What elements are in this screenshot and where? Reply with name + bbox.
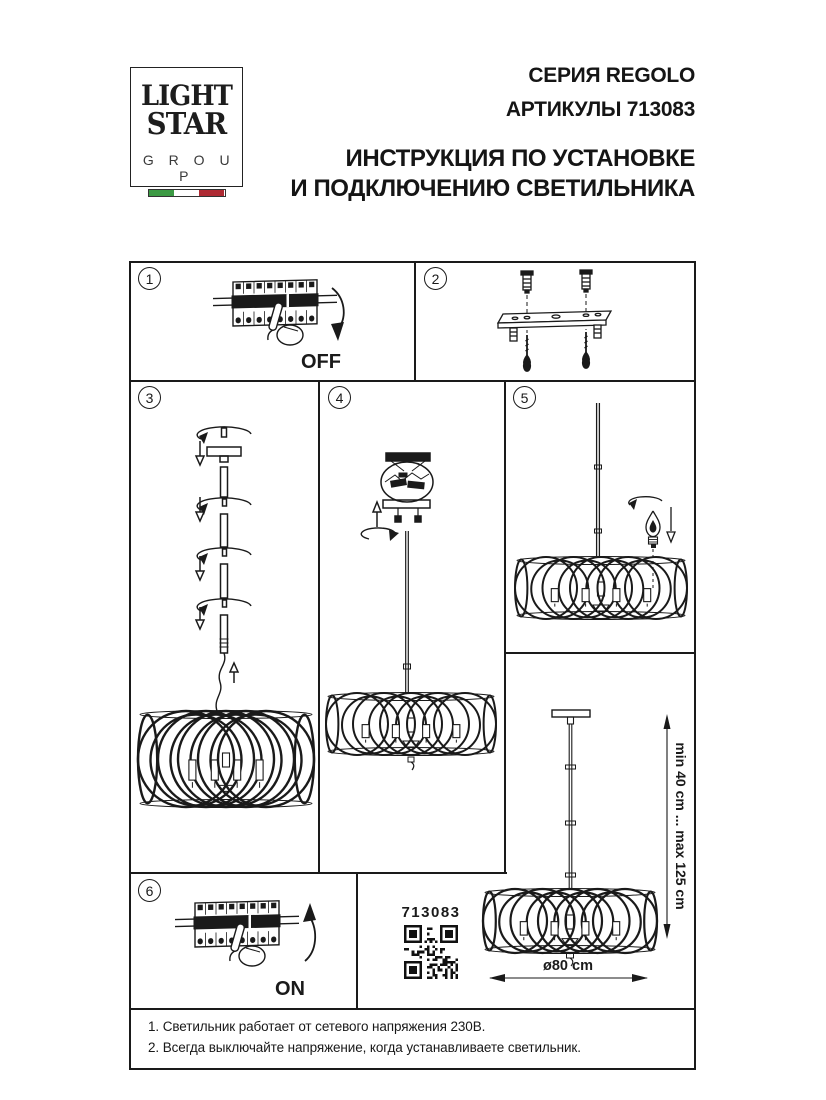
rotation-arrow-icon <box>197 427 251 444</box>
step5-bulb-diagram <box>505 381 695 653</box>
up-arrow-icon <box>230 663 238 683</box>
italian-flag-icon <box>148 189 226 197</box>
dimensions-drawing <box>460 653 695 1009</box>
title-line-2: И ПОДКЛЮЧЕНИЮ СВЕТИЛЬНИКА <box>290 175 695 202</box>
step1-power-off-diagram <box>129 262 415 381</box>
up-arrow-icon <box>373 502 381 527</box>
on-label: ON <box>275 978 305 1000</box>
series-title: СЕРИЯ REGOLO <box>528 64 695 87</box>
chandelier-drum-drawing <box>483 889 657 954</box>
step-4-number: 4 <box>328 386 351 409</box>
screw-icon <box>583 332 590 368</box>
step-2-number: 2 <box>424 267 447 290</box>
step-1-number: 1 <box>138 267 161 290</box>
title-line-1: ИНСТРУКЦИЯ ПО УСТАНОВКЕ <box>345 145 695 172</box>
wire-icon <box>216 653 225 711</box>
step3-rod-assembly-diagram <box>129 381 319 873</box>
wall-anchor-icon <box>580 270 592 292</box>
step-6-number: 6 <box>138 879 161 902</box>
off-label: OFF <box>301 351 341 373</box>
down-arrow-icon <box>196 441 204 465</box>
flag-white <box>174 190 199 196</box>
down-arrow-icon <box>667 507 675 542</box>
canopy-detail-circle <box>381 462 433 502</box>
rotation-arrow-icon <box>629 497 662 510</box>
height-dimension-label: min 40 cm ... max 125 cm <box>673 742 689 910</box>
logo-star: STAR <box>146 107 227 142</box>
footer-note-1: 1. Светильник работает от сетевого напряжения 230В. <box>148 1019 486 1034</box>
ceiling-plate-icon <box>552 710 590 717</box>
wiring-scribble <box>385 473 429 489</box>
article-number: АРТИКУЛЫ 713083 <box>505 98 695 121</box>
hook-icon <box>411 762 414 770</box>
lightstar-logo <box>130 67 243 187</box>
step2-bracket-diagram <box>415 262 695 381</box>
footer-note-2: 2. Всегда выключайте напряжение, когда устанавливаете светильник. <box>148 1040 581 1055</box>
step-3-number: 3 <box>138 386 161 409</box>
curved-arrow-up-icon <box>303 903 316 961</box>
candle-bulb-icon <box>646 511 660 548</box>
height-dimension-arrow <box>664 714 671 939</box>
grid-line <box>129 1068 696 1070</box>
logo-light: LIGHT <box>140 79 233 112</box>
chandelier-drum-drawing <box>138 711 314 808</box>
wall-anchor-icon <box>521 271 533 293</box>
qr-code <box>404 925 458 979</box>
page-title <box>290 144 695 204</box>
chandelier-drum-drawing <box>515 557 687 620</box>
logo-group: G R O U P <box>142 152 236 184</box>
flag-green <box>149 190 174 196</box>
header-series-article <box>506 59 695 127</box>
product-article: 713083 <box>401 904 461 921</box>
diameter-dimension-label: ø80 cm <box>543 958 593 974</box>
rotation-arrow-icon <box>361 528 399 541</box>
diameter-dimension-arrow <box>489 974 648 982</box>
ceiling-bar-icon <box>386 453 430 461</box>
screw-icon <box>524 335 531 371</box>
flag-red <box>199 190 224 196</box>
step6-power-on-diagram <box>129 873 357 1009</box>
step-5-number: 5 <box>513 386 536 409</box>
